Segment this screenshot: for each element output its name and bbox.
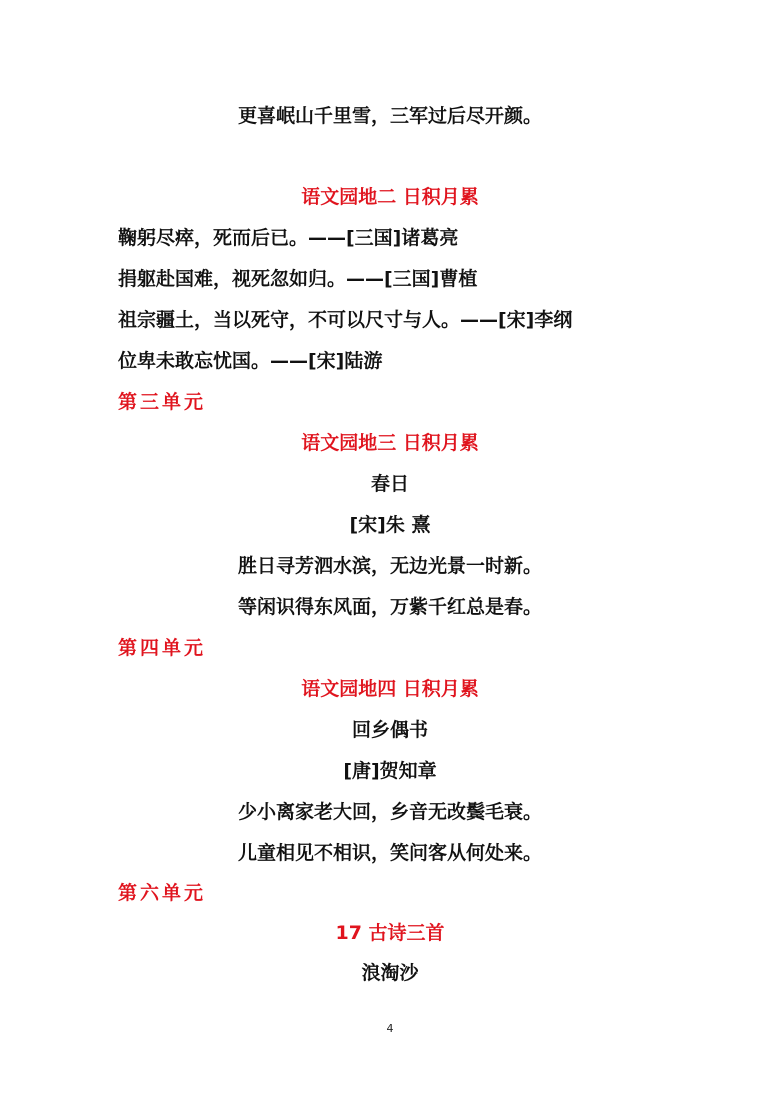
poem-line-top: 更喜岷山千里雪，三军过后尽开颜。 (237, 105, 542, 127)
poem-author-hezhizhang: [唐]贺知章 (343, 760, 437, 782)
poem-line: 等闲识得东风面，万紫千红总是春。 (237, 596, 542, 618)
poem-author-zhuxi: [宋]朱 熹 (349, 514, 431, 536)
unit-heading-3: 第三单元 (118, 391, 207, 413)
poem-line: 少小离家老大回，乡音无改鬓毛衰。 (237, 801, 542, 823)
quote-2: 捐躯赴国难，视死忽如归。——[三国]曹植 (118, 268, 478, 290)
poem-title-langtaosha: 浪淘沙 (361, 962, 419, 984)
quote-1: 鞠躬尽瘁，死而后已。——[三国]诸葛亮 (118, 227, 459, 249)
poem-line: 儿童相见不相识，笑问客从何处来。 (237, 842, 542, 864)
unit-heading-4: 第四单元 (118, 637, 207, 659)
poem-title-huixiang: 回乡偶书 (351, 719, 428, 741)
page-number: 4 (386, 1022, 394, 1035)
section-title-3: 语文园地三 日积月累 (301, 432, 479, 454)
section-title-4: 语文园地四 日积月累 (301, 678, 479, 700)
poem-line: 胜日寻芳泗水滨，无边光景一时新。 (237, 555, 542, 577)
lesson-title-17: 17 古诗三首 (335, 922, 445, 944)
quote-3: 祖宗疆土，当以死守，不可以尺寸与人。——[宋]李纲 (118, 309, 573, 331)
quote-4: 位卑未敢忘忧国。——[宋]陆游 (118, 350, 383, 372)
unit-heading-6: 第六单元 (118, 882, 207, 904)
poem-title-chunri: 春日 (370, 473, 409, 495)
section-title-2: 语文园地二 日积月累 (301, 186, 479, 208)
